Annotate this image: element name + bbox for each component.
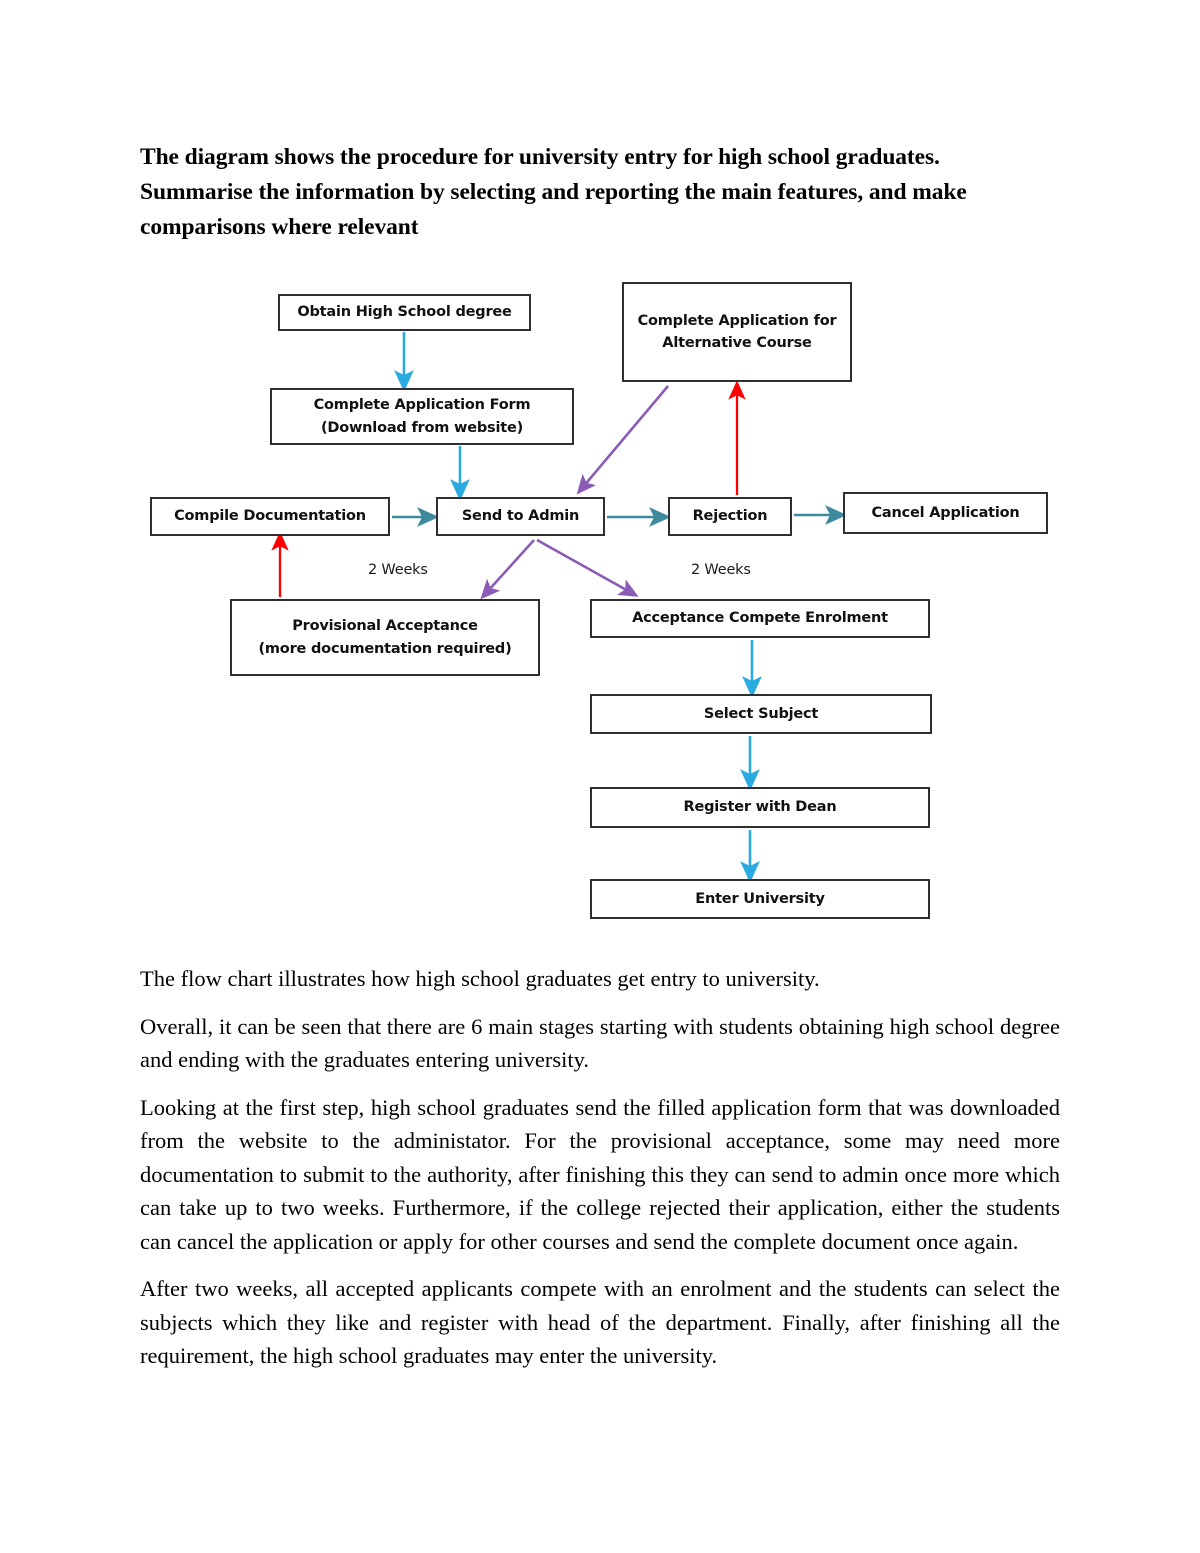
node-register-with-dean <box>590 787 930 828</box>
node-obtain-high-school-degree <box>278 294 531 331</box>
node-label-line-1: Complete Application Form <box>313 397 531 414</box>
task-prompt: The diagram shows the procedure for university entry for high school graduates. Summarise the information by selecting and reporting the main features, and make comparisons where relevant <box>140 144 967 240</box>
node-label: Select Subject <box>703 705 819 722</box>
paragraph-3: Looking at the first step, high school graduates send the filled application form that was downloaded from the website to the administator. For the provisional acceptance, some may need more documentation to submit to the authority, after finishing this they can send to admin once more which can take up to two weeks. Furthermore, if the college rejected their application, either the students can cancel the application or apply for other courses and send the complete document once again. <box>140 1094 1060 1254</box>
node-label-line-2: Alternative Course <box>662 335 812 351</box>
node-label-line-1: Provisional Acceptance <box>292 618 478 635</box>
node-acceptance-compete-enrolment <box>590 599 930 638</box>
node-label: Acceptance Compete Enrolment <box>632 610 888 627</box>
node-select-subject <box>590 694 932 734</box>
edge-label-two-weeks-right: 2 Weeks <box>691 562 751 578</box>
edge-label-two-weeks-left: 2 Weeks <box>368 562 428 578</box>
node-complete-application-form <box>270 388 574 445</box>
node-rejection <box>668 497 792 536</box>
node-label: Register with Dean <box>683 799 837 816</box>
edge-altcourse-to-admin <box>583 386 668 487</box>
node-label-line-2: (Download from website) <box>320 419 524 436</box>
edge-admin-to-provisional <box>487 540 534 592</box>
node-label: Obtain High School degree <box>297 304 512 321</box>
node-complete-application-alternative-course <box>622 282 852 382</box>
node-label-line-2: (more documentation required) <box>258 640 512 657</box>
node-enter-university <box>590 879 930 919</box>
node-provisional-acceptance <box>230 599 540 676</box>
edge-admin-to-acceptance <box>537 540 630 592</box>
node-send-to-admin <box>436 497 605 536</box>
paragraph-4: After two weeks, all accepted applicants compete with an enrolment and the students can select the subjects which they like and register with head of the department. Finally, after finishing all the requirement, the high school graduates may enter the university. <box>140 1276 1060 1368</box>
node-label: Cancel Application <box>871 504 1020 521</box>
node-label: Send to Admin <box>461 508 580 525</box>
node-cancel-application <box>843 492 1048 534</box>
essay-body <box>140 962 1060 1387</box>
node-label: Enter University <box>695 890 825 907</box>
paragraph-1: The flow chart illustrates how high school graduates get entry to university. <box>140 966 820 991</box>
node-label: Compile Documentation <box>174 508 366 525</box>
paragraph-2: Overall, it can be seen that there are 6 main stages starting with students obtaining high school degree and ending with the graduates entering university. <box>140 1013 1060 1072</box>
node-label-line-1: Complete Application for <box>637 312 837 329</box>
node-compile-documentation <box>150 497 390 536</box>
node-label: Rejection <box>692 508 768 525</box>
